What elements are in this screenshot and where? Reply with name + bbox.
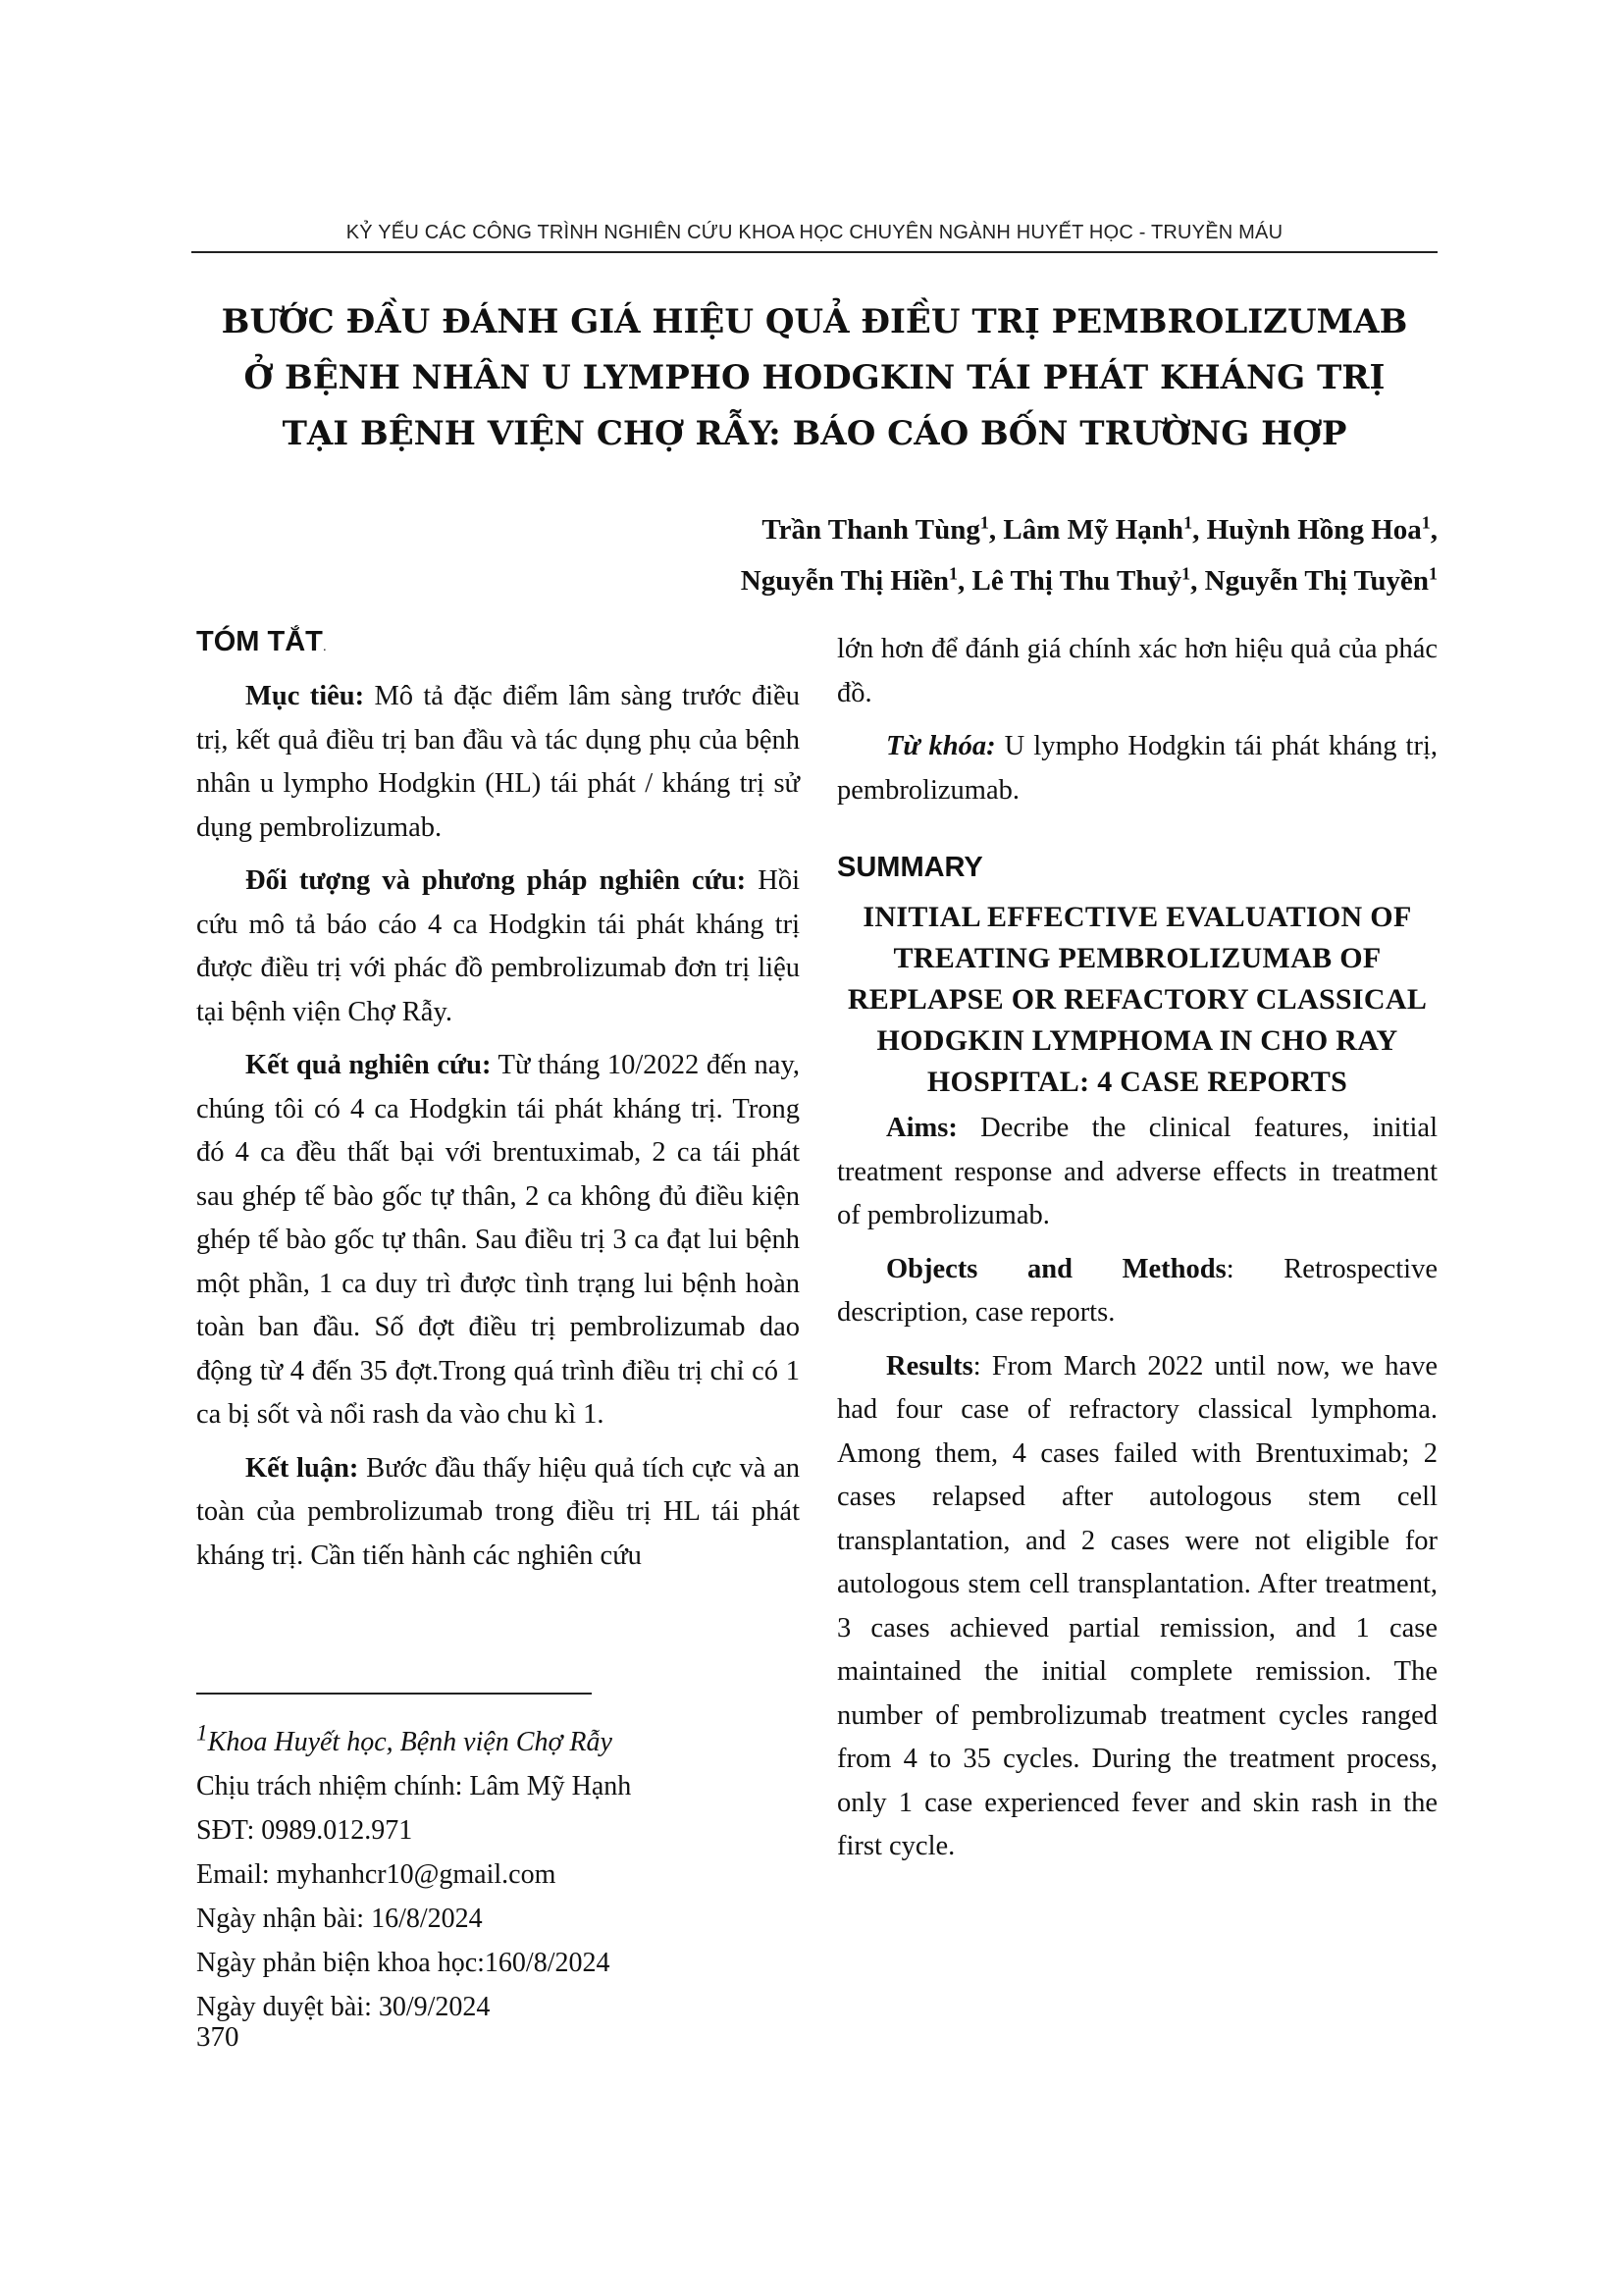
author: Nguyễn Thị Tuyền$^1$: [1204, 563, 1438, 598]
title-line: BƯỚC ĐẦU ĐÁNH GIÁ HIỆU QUẢ ĐIỀU TRỊ PEMBROLIZUMAB: [221, 302, 1408, 341]
abstract-keywords: Từ khóa: U lympho Hodgkin tái phát kháng trị, pembrolizumab.: [837, 731, 1438, 806]
footnote-affiliation: $^1$Khoa Huyết học, Bệnh viện Chợ Rẫy: [196, 1721, 612, 1758]
abstract-objective: Mục tiêu: Mô tả đặc điểm lâm sàng trước điều trị, kết quả điều trị ban đầu và tác dụng phụ của bệnh nhân u lympho Hodgkin (HL) tái phát / kháng trị sử dụng pembrolizumab.: [196, 681, 800, 843]
left-column: [196, 620, 800, 1588]
abstract-conclusion: Kết luận: Bước đầu thấy hiệu quả tích cực và an toàn của pembrolizumab trong điều trị HL tái phát kháng trị. Cần tiến hành các nghiên cứu: [196, 1452, 800, 1571]
title-line: TẠI BỆNH VIỆN CHỢ RẪY: BÁO CÁO BỐN TRƯỜNG HỢP: [282, 414, 1347, 453]
footnote-divider: [196, 1693, 592, 1695]
author: Huỳnh Hồng Hoa$^1$,: [1206, 512, 1438, 546]
running-header: KỶ YẾU CÁC CÔNG TRÌNH NGHIÊN CỨU KHOA HỌC CHUYÊN NGÀNH HUYẾT HỌC - TRUYỀN MÁU: [345, 222, 1283, 243]
footnote-reviewed: Ngày phản biện khoa học:160/8/2024: [196, 1948, 610, 1979]
author: Trần Thanh Tùng$^1$,: [761, 512, 1004, 546]
abstract-methods: Đối tượng và phương pháp nghiên cứu: Hồi cứu mô tả báo cáo 4 ca Hodgkin tái phát kháng trị được điều trị với phác đồ pembrolizumab đơn trị liệu tại bệnh viện Chợ Rẫy.: [196, 865, 800, 1027]
footnote-received: Ngày nhận bài: 16/8/2024: [196, 1904, 483, 1935]
author: Nguyễn Thị Hiền$^1$,: [740, 563, 972, 598]
right-column: [837, 628, 1438, 1879]
header-divider: [191, 251, 1438, 253]
summary-heading: SUMMARY: [837, 852, 983, 883]
author: Lâm Mỹ Hạnh$^1$,: [1003, 512, 1207, 546]
summary-aims: Aims: Decribe the clinical features, initial treatment response and adverse effects in treatment of pembrolizumab.: [837, 1113, 1438, 1230]
page-number: 370: [196, 2021, 239, 2053]
summary-results: Results: From March 2022 until now, we have had four case of refractory classical lymphoma. Among them, 4 cases failed with Brentuximab; 2 cases relapsed after autologous stem cell transplantation, and 2 cases were not eligible for autologous stem cell transplantation. After treatment, 3 cases achieved partial remission, and 1 case maintained the initial complete remission. The number of pembrolizumab treatment cycles ranged from 4 to 35 cycles. During the treatment process, only 1 case experienced fever and skin rash in the first cycle.: [837, 1350, 1438, 1861]
author-list: [456, 500, 1438, 603]
author: Lê Thị Thu Thuỷ$^1$,: [971, 563, 1205, 598]
footnote-corresponding: Chịu trách nhiệm chính: Lâm Mỹ Hạnh: [196, 1771, 632, 1802]
paper-title: [191, 294, 1438, 462]
summary-methods: Objects and Methods: Retrospective description, case reports.: [837, 1253, 1438, 1328]
footnote-email: Email: myhanhcr10@gmail.com: [196, 1859, 556, 1891]
abstract-results: Kết quả nghiên cứu: Từ tháng 10/2022 đến nay, chúng tôi có 4 ca Hodgkin tái phát kháng trị. Trong đó 4 ca đều thất bại với brentuximab, 2 ca tái phát sau ghép tế bào gốc tự thân, 2 ca không đủ điều kiện ghép tế bào gốc tự thân. Sau điều trị 3 ca đạt lui bệnh một phần, 1 ca duy trì được tình trạng lui bệnh hoàn toàn ban đầu. Số đợt điều trị pembrolizumab dao động từ 4 đến 35 đợt.Trong quá trình điều trị chỉ có 1 ca bị sốt và nổi rash da vào chu kì 1.: [196, 1050, 800, 1430]
title-line: Ở BỆNH NHÂN U LYMPHO HODGKIN TÁI PHÁT KHÁNG TRỊ: [243, 358, 1386, 397]
abstract-conclusion-cont: lớn hơn để đánh giá chính xác hơn hiệu quả của phác đồ.: [837, 634, 1438, 708]
abstract-vi-heading: TÓM TẮT.: [196, 626, 327, 657]
english-title: INITIAL EFFECTIVE EVALUATION OF TREATING PEMBROLIZUMAB OF REPLAPSE OR REFACTORY CLASSICAL HODGKIN LYMPHOMA IN CHO RAY HOSPITAL: 4 CASE REPORTS: [847, 901, 1428, 1098]
footnotes: [196, 1712, 883, 2029]
footnote-accepted: Ngày duyệt bài: 30/9/2024: [196, 1992, 491, 2023]
footnote-phone: SĐT: 0989.012.971: [196, 1815, 413, 1847]
